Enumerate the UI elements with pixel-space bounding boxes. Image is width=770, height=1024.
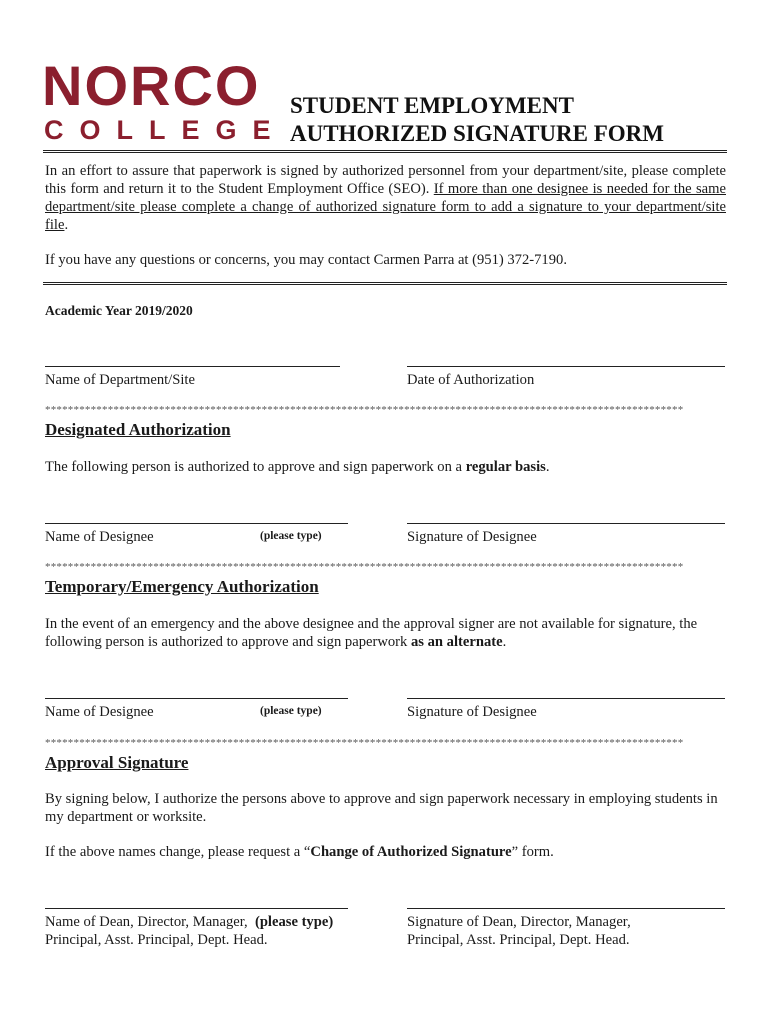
approval-heading: Approval Signature	[45, 753, 189, 772]
intro-underlined-text: If more than one designee is needed for the same department/site please complete a change of authorized signature form to add a signature to your department/site file	[45, 181, 726, 233]
contact-text: If you have any questions or concerns, you may contact Carmen Parra at (951) 372-7190.	[45, 252, 567, 268]
designee-name-line[interactable]	[45, 523, 348, 524]
alternate-signature-line[interactable]	[407, 698, 725, 699]
dean-signature-label-line2: Principal, Asst. Principal, Dept. Head.	[407, 932, 630, 948]
change-text-bold: Change of Authorized Signature	[310, 844, 512, 860]
dean-name-label-line1: Name of Dean, Director, Manager,	[45, 914, 248, 930]
separator-stars: ****************************************************************************************************************	[45, 737, 684, 749]
intro-paragraph	[45, 162, 726, 234]
designee-name-label: Name of Designee	[45, 529, 154, 545]
form-title	[290, 92, 664, 148]
approval-text: By signing below, I authorize the persons above to approve and sign paperwork necessary in employing students in my department or worksite.	[45, 791, 718, 825]
department-label: Name of Department/Site	[45, 372, 195, 388]
alternate-name-line[interactable]	[45, 698, 348, 699]
designee-signature-label: Signature of Designee	[407, 529, 537, 545]
temporary-text-pre: In the event of an emergency and the above designee and the approval signer are not available for signature, the following person is authorized to approve and sign paperwork	[45, 616, 698, 650]
dean-name-line[interactable]	[45, 908, 348, 909]
form-title-line2: AUTHORIZED SIGNATURE FORM	[290, 121, 664, 146]
separator-stars: ****************************************************************************************************************	[45, 404, 684, 416]
change-text-pre: If the above names change, please request a “	[45, 844, 311, 860]
separator-stars: ****************************************************************************************************************	[45, 561, 684, 573]
dean-signature-label-line1: Signature of Dean, Director, Manager,	[407, 914, 631, 930]
intro-divider	[43, 282, 727, 285]
designee-signature-line[interactable]	[407, 523, 725, 524]
please-type-note: (please type)	[260, 530, 322, 542]
department-field-line[interactable]	[45, 366, 340, 367]
temporary-heading: Temporary/Emergency Authorization	[45, 577, 319, 596]
logo-norco: NORCO	[42, 54, 261, 117]
designated-text-post: .	[545, 459, 550, 475]
temporary-text-post: .	[502, 634, 507, 650]
form-title-line1: STUDENT EMPLOYMENT	[290, 93, 574, 118]
alternate-signature-label: Signature of Designee	[407, 704, 537, 720]
please-type-note: (please type)	[260, 705, 322, 717]
temporary-text-bold: as an alternate	[410, 634, 503, 650]
date-label: Date of Authorization	[407, 372, 535, 388]
dean-signature-line[interactable]	[407, 908, 725, 909]
designated-text	[45, 458, 726, 476]
designated-heading: Designated Authorization	[45, 420, 231, 439]
intro-text-end: .	[64, 217, 69, 233]
designated-text-pre: The following person is authorized to approve and sign paperwork on a	[45, 459, 466, 475]
intro-text: In an effort to assure that paperwork is signed by authorized personnel from your department/site, please complete this form and return it to the Student Employment Office (SEO).	[45, 163, 726, 197]
dean-please-type: (please type)	[254, 914, 334, 930]
alternate-name-label: Name of Designee	[45, 704, 154, 720]
logo-college: COLLEGE	[44, 115, 287, 145]
title-divider	[43, 150, 727, 153]
date-field-line[interactable]	[407, 366, 725, 367]
dean-name-label	[45, 913, 333, 949]
dean-signature-label	[407, 913, 631, 949]
dean-name-label-line2: Principal, Asst. Principal, Dept. Head.	[45, 932, 268, 948]
change-request-text	[45, 843, 726, 861]
change-text-post: ” form.	[511, 844, 554, 860]
temporary-text	[45, 615, 726, 651]
designated-text-bold: regular basis	[465, 459, 546, 475]
academic-year: Academic Year 2019/2020	[45, 303, 193, 318]
